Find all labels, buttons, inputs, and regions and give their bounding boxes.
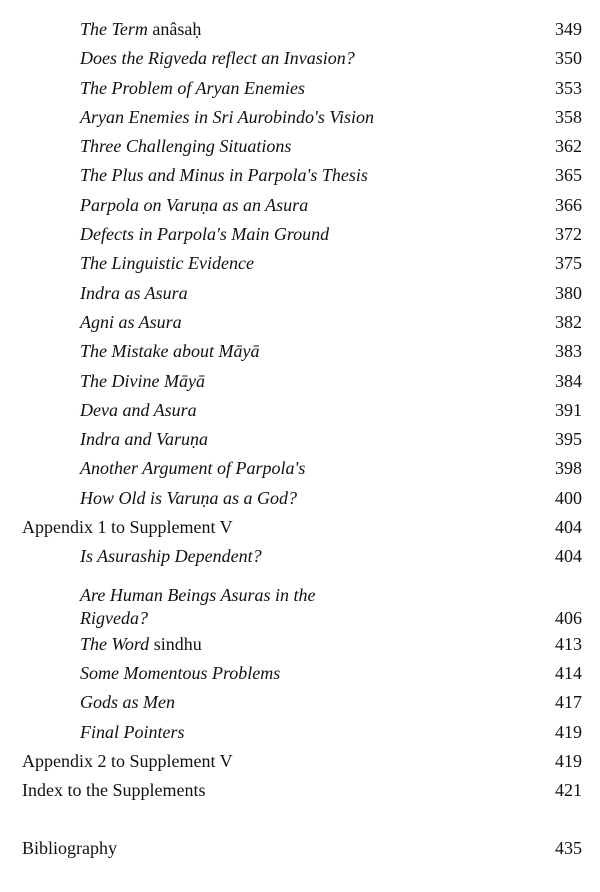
- entry-title: Indra as Asura: [80, 282, 188, 303]
- entry-title: Deva and Asura: [80, 399, 197, 420]
- section-title: Appendix 2 to Supplement V: [22, 750, 233, 771]
- toc-entry: [0, 103, 600, 132]
- entry-page: 419: [555, 721, 582, 742]
- toc-entry: [0, 659, 600, 688]
- entry-title: How Old is Varuṇa as a God?: [80, 487, 298, 508]
- toc-entry: [0, 249, 600, 278]
- entry-page: 353: [555, 77, 582, 98]
- entry-title: Parpola on Varuṇa as an Asura: [80, 194, 309, 215]
- entry-page: 362: [555, 136, 582, 157]
- entry-page: 375: [555, 253, 582, 274]
- entry-page: 406: [555, 607, 582, 628]
- entry-title: The Divine Māyā: [80, 370, 205, 391]
- toc-entry: [0, 191, 600, 220]
- toc-entry: [0, 542, 600, 571]
- toc-entry: [0, 132, 600, 161]
- toc-entry: [0, 337, 600, 366]
- entry-page: 372: [555, 224, 582, 245]
- entry-title: The Problem of Aryan Enemies: [80, 77, 305, 98]
- entry-title: The Mistake about Māyā: [80, 341, 260, 362]
- section-title: Appendix 1 to Supplement V: [22, 517, 233, 538]
- entry-title: Final Pointers: [80, 721, 185, 742]
- entry-page: 350: [555, 48, 582, 69]
- entry-page: 358: [555, 106, 582, 127]
- toc-section: [0, 834, 600, 863]
- entry-title: Three Challenging Situations: [80, 136, 292, 157]
- entry-page: 380: [555, 282, 582, 303]
- toc-entry: [0, 572, 600, 630]
- entry-title: Another Argument of Parpola's: [80, 458, 306, 479]
- toc-entry: [0, 396, 600, 425]
- toc-entry: [0, 630, 600, 659]
- toc-entry: [0, 161, 600, 190]
- entry-page: 419: [555, 750, 582, 771]
- entry-page: 435: [555, 838, 582, 859]
- entry-title: Agni as Asura: [80, 311, 182, 332]
- entry-page: 349: [555, 19, 582, 39]
- toc-entry: [0, 279, 600, 308]
- entry-page: 421: [555, 780, 582, 801]
- toc-entry: [0, 484, 600, 513]
- entry-page: 404: [555, 517, 582, 538]
- entry-title: The Linguistic Evidence: [80, 253, 254, 274]
- spacer: [0, 805, 600, 834]
- entry-page: 414: [555, 662, 582, 683]
- entry-page: 413: [555, 633, 582, 654]
- entry-title: Defects in Parpola's Main Ground: [80, 224, 330, 245]
- entry-title: Does the Rigveda reflect an Invasion?: [80, 48, 355, 69]
- toc-section: [0, 776, 600, 805]
- entry-title: The Plus and Minus in Parpola's Thesis: [80, 165, 368, 186]
- toc-section: [0, 513, 600, 542]
- toc-section: [0, 747, 600, 776]
- toc-entry: [0, 367, 600, 396]
- entry-page: 400: [555, 487, 582, 508]
- entry-title: Gods as Men: [80, 692, 175, 713]
- entry-page: 366: [555, 194, 582, 215]
- entry-page: 391: [555, 399, 582, 420]
- entry-page: 384: [555, 370, 582, 391]
- toc-entry: [0, 220, 600, 249]
- entry-page: 417: [555, 692, 582, 713]
- section-title: Index to the Supplements: [22, 780, 206, 801]
- toc-entry: [0, 718, 600, 747]
- entry-title: Indra and Varuṇa: [80, 429, 209, 450]
- entry-page: 395: [555, 429, 582, 450]
- entry-title: Some Momentous Problems: [80, 662, 281, 683]
- entry-page: 398: [555, 458, 582, 479]
- entry-title: Are Human Beings Asuras in the Rigveda?: [80, 584, 316, 628]
- entry-title: The Term anâsaḥ: [80, 19, 202, 39]
- toc-entry: [0, 308, 600, 337]
- section-title: Bibliography: [22, 838, 117, 859]
- entry-page: 365: [555, 165, 582, 186]
- entry-page: 383: [555, 341, 582, 362]
- entry-title: Is Asuraship Dependent?: [80, 546, 262, 567]
- entry-page: 404: [555, 546, 582, 567]
- entry-title: The Word sindhu: [80, 633, 202, 654]
- toc-entry: [0, 454, 600, 483]
- entry-title: Aryan Enemies in Sri Aurobindo's Vision: [80, 106, 375, 127]
- toc-entry: [0, 425, 600, 454]
- entry-page: 382: [555, 311, 582, 332]
- toc-entry: [0, 15, 600, 44]
- toc-entry: [0, 44, 600, 73]
- toc-entry: [0, 74, 600, 103]
- toc-entry: [0, 688, 600, 717]
